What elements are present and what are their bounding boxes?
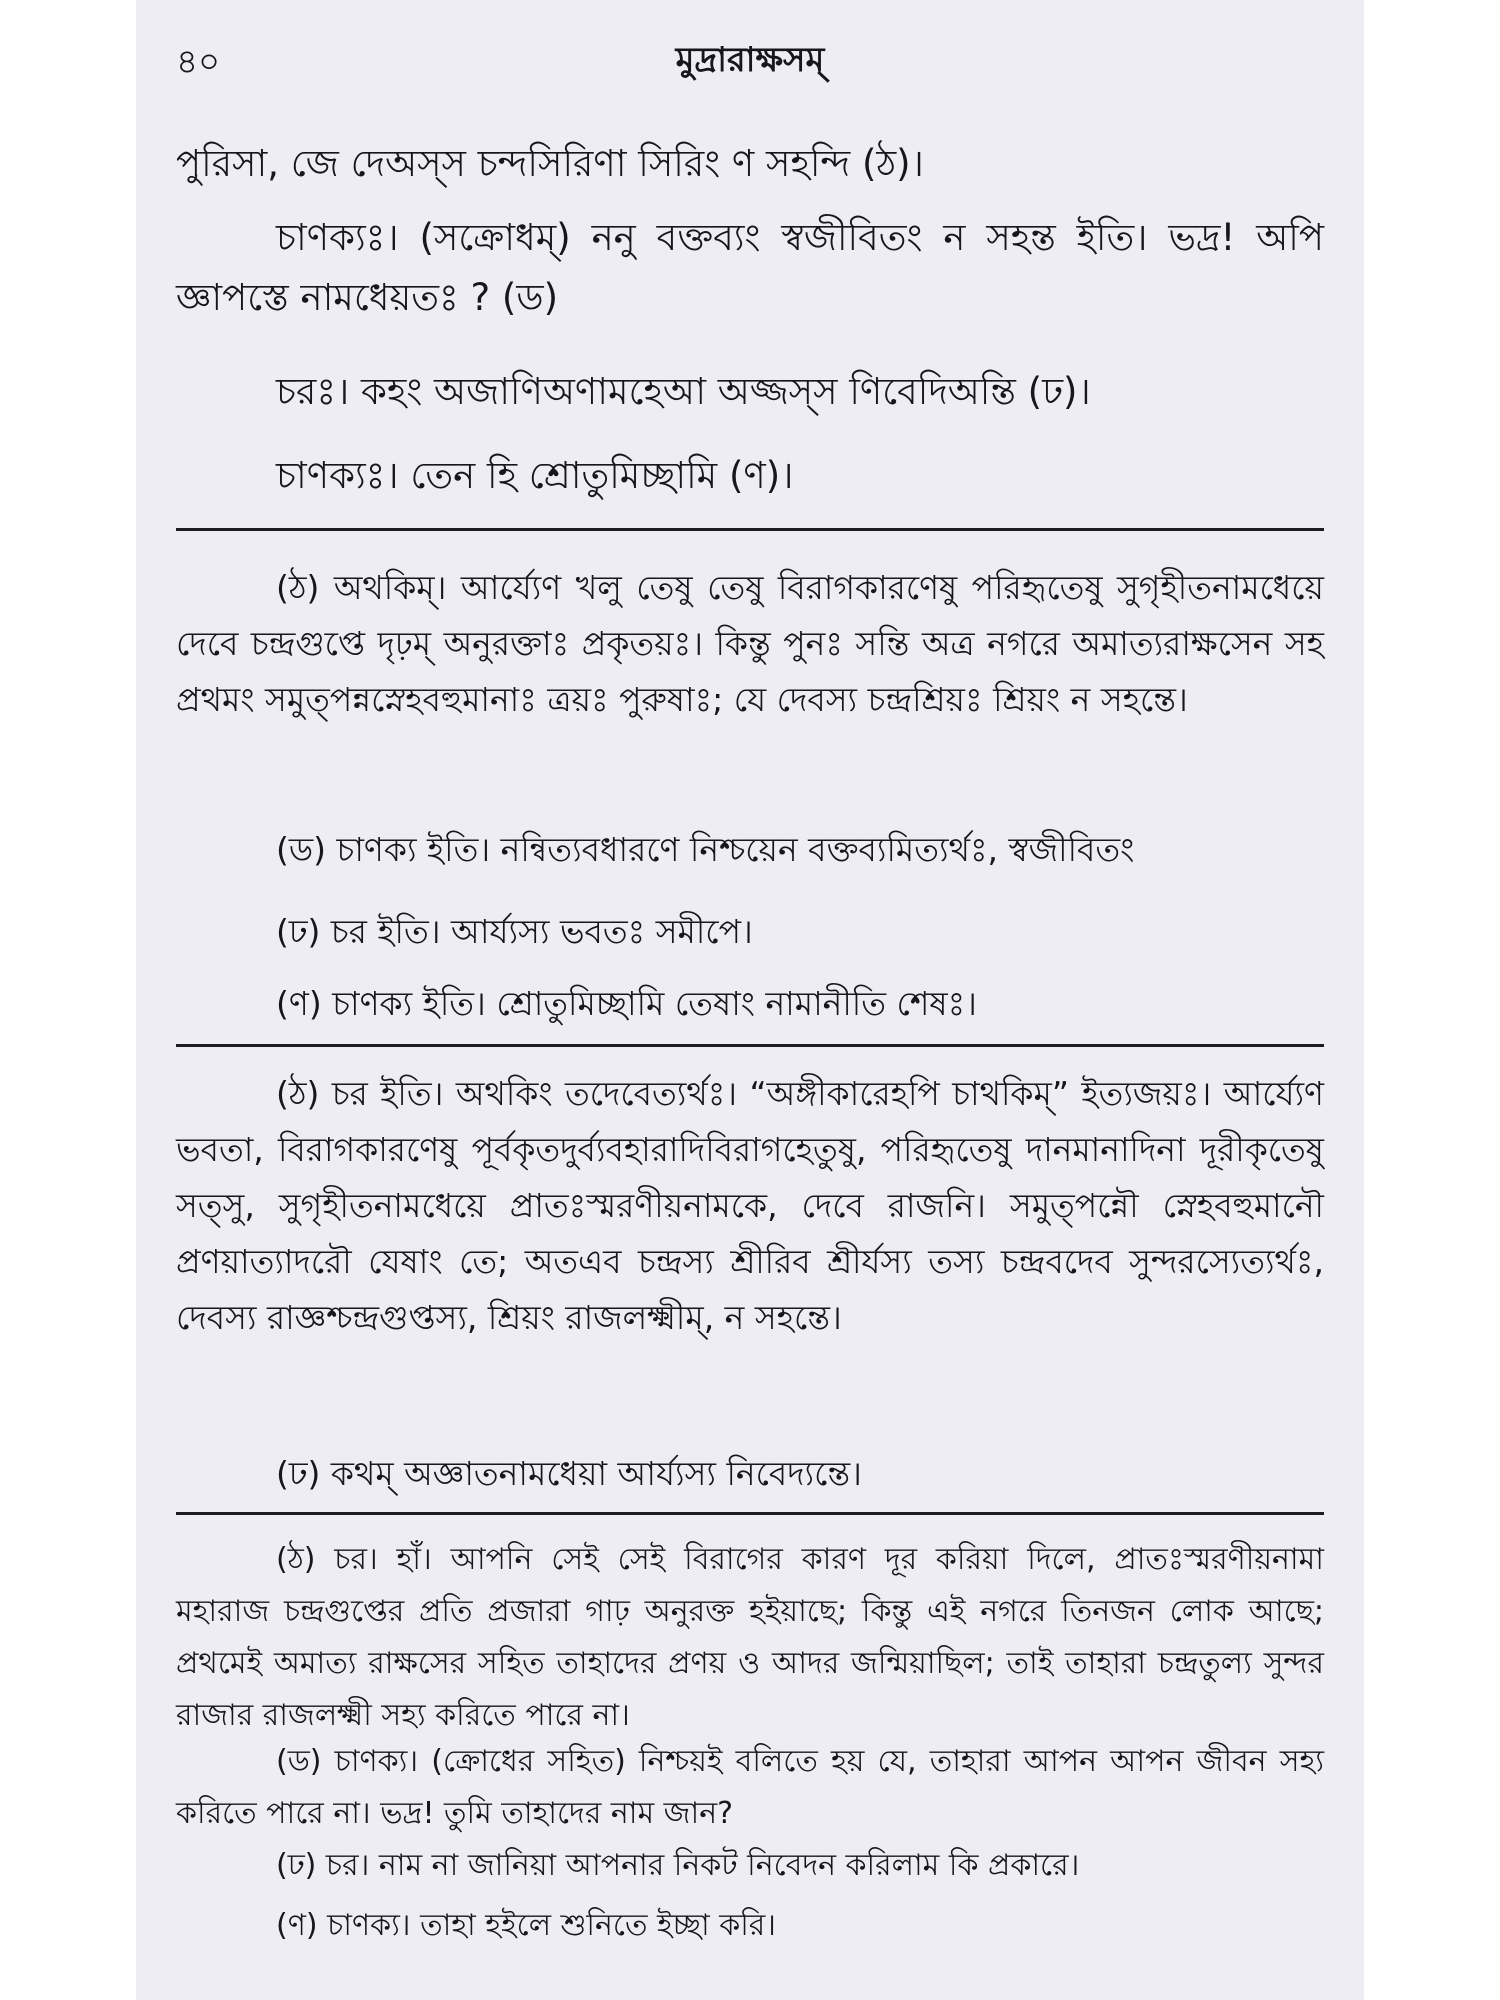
note-na-bengali: (ণ) চাণক্য। তাহা হইলে শুনিতে ইচ্ছা করি। xyxy=(276,1908,777,1943)
divider-rule-3 xyxy=(176,1512,1324,1515)
note-dha-sanskrit: (ঢ) চর ইতি। আর্য্যস্য ভবতঃ সমীপে। xyxy=(276,912,753,951)
note-dha-bengali: (ঢ) চর। নাম না জানিয়া আপনার নিকট নিবেদন করিলাম কি প্রকারে। xyxy=(276,1848,1080,1883)
note-dha-commentary: (ঢ) কথম্ অজ্ঞাতনামধেয়া আর্য্যস্য নিবেদ্যন্তে। xyxy=(276,1454,862,1493)
main-line-chara: চরঃ। কহং অজাণিঅণামহেআ অজ্জস্স ণিবেদিঅন্তি (ঢ)। xyxy=(276,370,1091,413)
note-tha-sanskrit: (ঠ) অথকিম্। আর্য্যেণ খলু তেষু তেষু বিরাগকারণেষু পরিহৃতেষু সুগৃহীতনামধেয়ে দেবে চন্দ্রগুপ্তে দৃঢ়ম্ অনুরক্তাঃ প্রকৃতয়ঃ। কিন্তু পুনঃ সন্তি অত্র নগরে অমাত্যরাক্ষসেন সহ প্রথমং সমুত্পন্নস্নেহবহুমানাঃ ত্রয়ঃ পুরুষাঃ; যে দেবস্য চন্দ্রশ্রিয়ঃ শ্রিয়ং ন সহন্তে। xyxy=(176,568,1324,719)
main-line-chanakya-question: চাণক্যঃ। (সক্রোধম্) ননু বক্তব্যং স্বজীবিতং ন সহন্ত ইতি। ভদ্র! অপি জ্ঞাপস্তে নামধেয়তঃ ? (ড) xyxy=(176,216,1324,319)
page-number: ৪০ xyxy=(176,42,221,82)
note-da-bengali: (ড) চাণক্য। (ক্রোধের সহিত) নিশ্চয়ই বলিতে হয় যে, তাহারা আপন আপন জীবন সহ্য করিতে পারে না। ভদ্র! তুমি তাহাদের নাম জান? xyxy=(176,1744,1324,1831)
note-tha-bengali: (ঠ) চর। হাঁ। আপনি সেই সেই বিরাগের কারণ দূর করিয়া দিলে, প্রাতঃস্মরণীয়নামা মহারাজ চন্দ্রগুপ্তের প্রতি প্রজারা গাঢ় অনুরক্ত হইয়াছে; কিন্তু এই নগরে তিনজন লোক আছে; প্রথমেই অমাত্য রাক্ষসের সহিত তাহাদের প্রণয় ও আদর জন্মিয়াছিল; তাই তাহারা চন্দ্রতুল্য সুন্দর রাজার রাজলক্ষ্মী সহ্য করিতে পারে না। xyxy=(176,1542,1324,1733)
divider-rule-2 xyxy=(176,1044,1324,1047)
page-header xyxy=(176,30,1324,90)
book-page xyxy=(136,0,1364,2000)
note-da-sanskrit: (ড) চাণক্য ইতি। নন্বিত্যবধারণে নিশ্চয়েন বক্তব্যমিত্যর্থঃ, স্বজীবিতং xyxy=(276,830,1135,869)
main-line-1: পুরিসা, জে দেঅস্স চন্দসিরিণা সিরিং ণ সহন্দি (ঠ)। xyxy=(176,142,924,185)
note-na-sanskrit: (ণ) চাণক্য ইতি। শ্রোতুমিচ্ছামি তেষাং নামানীতি শেষঃ। xyxy=(276,984,977,1023)
divider-rule-1 xyxy=(176,528,1324,531)
main-line-chanakya-listen: চাণক্যঃ। তেন হি শ্রোতুমিচ্ছামি (ণ)। xyxy=(276,454,794,497)
page-title: মুদ্রারাক্ষসম্ xyxy=(675,40,825,80)
note-tha-commentary: (ঠ) চর ইতি। অথকিং তদেবেত্যর্থঃ। “অঙ্গীকারেহপি চাথকিম্” ইত্যজয়ঃ। আর্য্যেণ ভবতা, বিরাগকারণেষু পূর্বকৃতদুর্ব্যবহারাদিবিরাগহেতুষু, পরিহৃতেষু দানমানাদিনা দূরীকৃতেষু সত্সু, সুগৃহীতনামধেয়ে প্রাতঃস্মরণীয়নামকে, দেবে রাজনি। সমুত্পন্নৌ স্নেহবহুমানৌ প্রণয়াত্যাদরৌ যেষাং তে; অতএব চন্দ্রস্য শ্রীরিব শ্রীর্যস্য তস্য চন্দ্রবদেব সুন্দরস্যেত্যর্থঃ, দেবস্য রাজ্ঞশ্চন্দ্রগুপ্তস্য, শ্রিয়ং রাজলক্ষ্মীম্, ন সহন্তে। xyxy=(176,1074,1324,1337)
